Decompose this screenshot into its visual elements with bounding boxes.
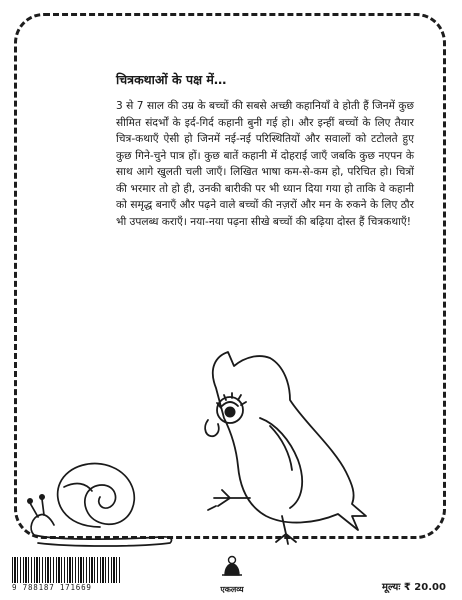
body-paragraph: 3 से 7 साल की उम्र के बच्चों की सबसे अच्छी कहानियाँ वे होती हैं जिनमें कुछ सीमित संदर्भों के इर्द-गिर्द कहानी बुनी गई हो। और इन्हीं बच्चों के लिए तैयार चित्र-कथाएँ ऐसी हो जिनमें नई-नई परिस्थितियों और सवालों को टटोलते हुए कुछ गिने-चुने पात्र हों। कुछ बातें कहानी में दोहराई जाएँ जबकि कुछ नएपन के साथ आगे खुलती चली जाएँ। लिखित भाषा कम-से-कम हो, परिचित हो। चित्रों की भरमार तो हो ही, उनकी बारीकी पर भी ध्यान दिया गया हो ताकि वे कहानी को समृद्ध बनाएँ और पढ़ने वाले बच्चों की नज़रों और मन के रुकने के लिए ठौर भी उपलब्ध कराएँ। नया-नया पढ़ना सीखे बच्चों की बढ़िया दोस्त हैं चित्रकथाएँ! (116, 100, 414, 228)
price-label: मूल्यः ₹ 20.00 (382, 582, 446, 593)
page-heading: चित्रकथाओं के पक्ष में… (116, 72, 227, 87)
barcode (8, 555, 126, 593)
owl-illustration (186, 348, 376, 548)
publisher-logo (212, 553, 252, 595)
barcode-number: 9 788187 171669 (12, 583, 92, 592)
barcode-bars (12, 557, 122, 583)
snail-illustration (20, 455, 180, 550)
publisher-name: एकलव्य (220, 585, 244, 594)
publisher-logo-icon (219, 553, 245, 579)
